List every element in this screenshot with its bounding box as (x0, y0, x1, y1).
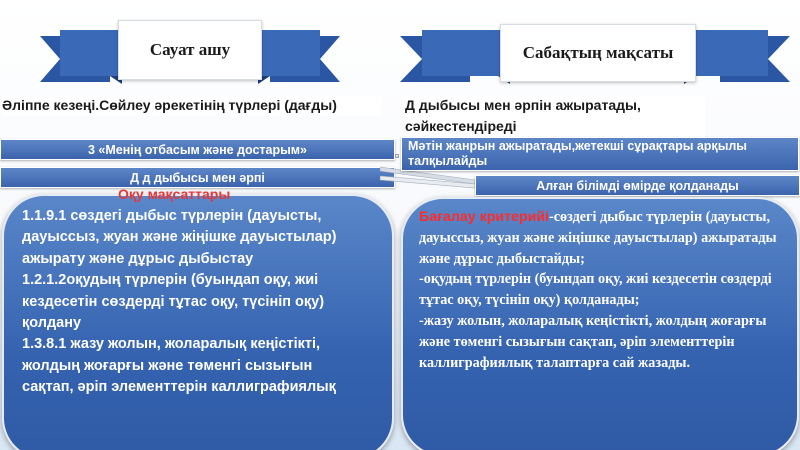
learning-objectives-title: Оқу мақсаттары (118, 186, 231, 202)
learning-objectives-panel (2, 194, 394, 450)
topic-bar: 3 «Менің отбасым және достарым» (0, 139, 395, 160)
goal-bar-1: Мәтін жанрын ажыратады,жетекші сұрақтары арқылы талқылайды (401, 137, 799, 171)
assessment-criteria-text: -сөздегі дыбыс түрлерін (дауысты, дауыссыз, жуан және жіңішке дауыстылар) ажыратады және дұрыс дыбыстайды; -оқудың түрлерін (буындап оқу, жиі кездесетін сөздерді тұтас оқу, түсініп оқу) қолданады; -жазу жолын, жоларалық кеңістікті, жолдың жоғарғы және төменгі сызығын сақтап, әріп элементтерін каллиграфиялық талаптарға сай жазады. (419, 209, 777, 371)
left-ribbon-banner (40, 4, 340, 94)
assessment-criteria-title: Бағалау критерийі (419, 209, 550, 225)
right-ribbon-label: Сабақтың мақсаты (500, 24, 696, 82)
goal-bar-2: Алған білімді өмірде қолданады (475, 175, 800, 196)
lesson-bar: Д д дыбысы мен әрпі (0, 167, 395, 188)
right-header-text: Д дыбысы мен әрпін ажыратады, сәйкестендіреді (405, 95, 705, 137)
learning-objectives-text: 1.1.9.1 сөздегі дыбыс түрлерін (дауысты, дауыссыз, жуан және жіңішке дауыстылар) ажырату және дұрыс дыбыстау 1.2.1.2оқудың түрлерін (буындап оқу, жиі кездесетін сөздерді тұтас оқу, түсініп оқу) қолдану 1.3.8.1 жазу жолын, жоларалық кеңістікті, жолдың жоғарғы және төменгі сызығын сақтап, әріп элементтерін каллиграфиялық (22, 208, 337, 396)
left-ribbon-label: Сауат ашу (118, 20, 262, 80)
assessment-criteria-body (419, 207, 789, 373)
left-header-text: Әліппе кезеңі.Сөйлеу әрекетінің түрлері (дағды) (2, 95, 382, 116)
right-ribbon-banner (400, 4, 790, 94)
assessment-criteria-panel (401, 197, 799, 450)
